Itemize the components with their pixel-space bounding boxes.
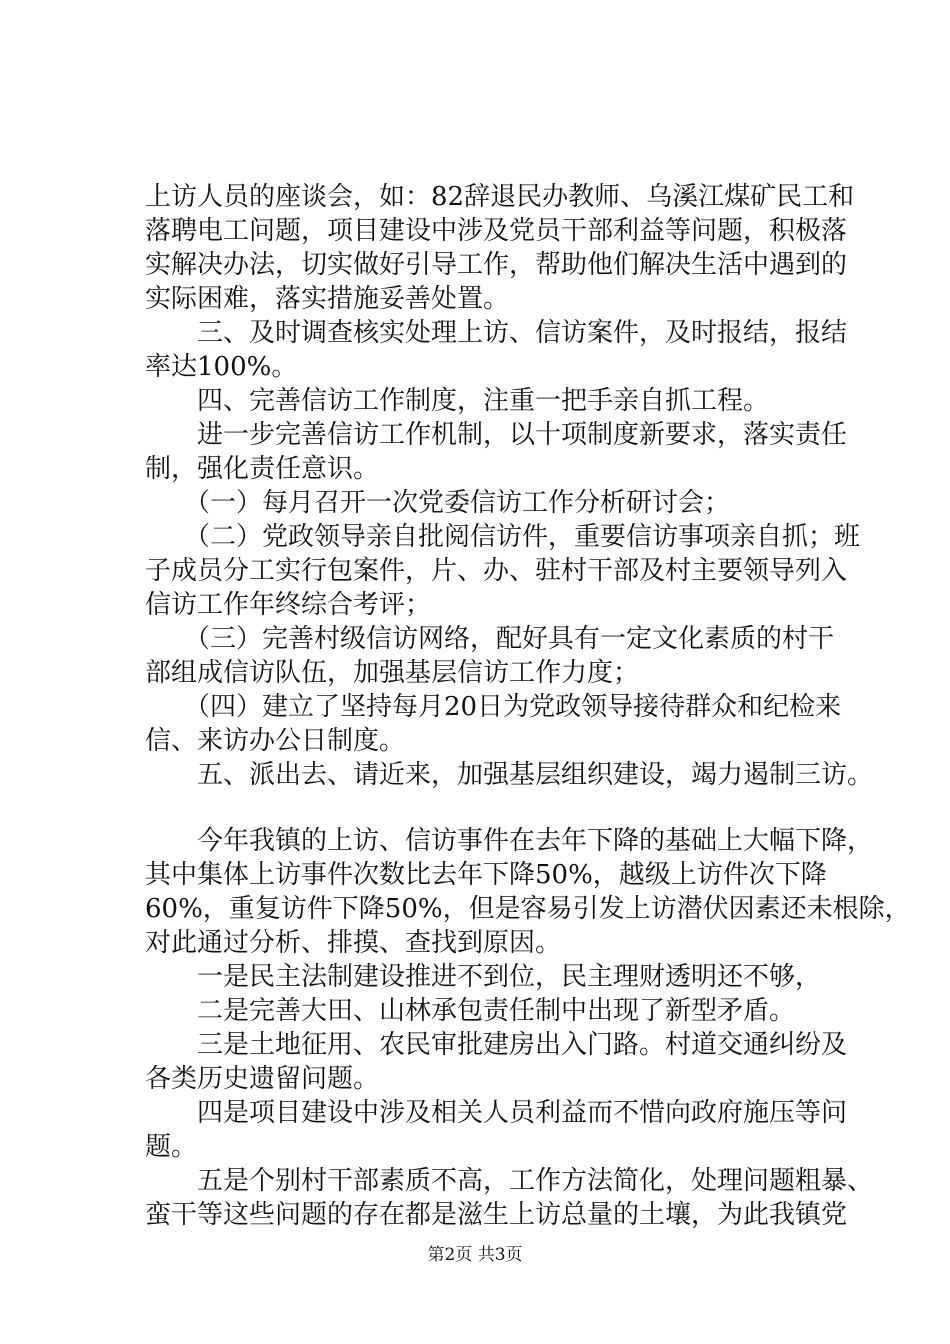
text-line: 对此通过分析、排摸、查找到原因。 [145, 928, 562, 958]
text-line: 信访工作年终综合考评； [145, 590, 432, 620]
text-line: 四是项目建设中涉及相关人员利益而不惜向政府施压等问 [145, 1098, 848, 1128]
text-line: 五、派出去、请近来，加强基层组织建设，竭力遏制三访。 [145, 760, 874, 790]
text-line: 实际困难，落实措施妥善处置。 [145, 284, 510, 314]
text-line: 二是完善大田、山林承包责任制中出现了新型矛盾。 [145, 996, 796, 1026]
text-line: 各类历史遗留问题。 [145, 1064, 380, 1094]
text-line: 部组成信访队伍，加强基层信访工作力度； [145, 658, 640, 688]
text-line: 落聘电工问题，项目建设中涉及党员干部利益等问题，积极落 [145, 216, 848, 246]
text-line: 蛮干等这些问题的存在都是滋生上访总量的土壤，为此我镇党 [145, 1200, 848, 1230]
text-line: 实解决办法，切实做好引导工作，帮助他们解决生活中遇到的 [145, 250, 848, 280]
page-number-footer: 第2页 共3页 [427, 1245, 523, 1265]
text-line: 四、完善信访工作制度，注重一把手亲自抓工程。 [145, 386, 770, 416]
text-line: （二）党政领导亲自批阅信访件，重要信访事项亲自抓；班 [145, 522, 861, 552]
text-line: 其中集体上访事件次数比去年下降50%，越级上访件次下降 [145, 860, 827, 890]
text-line: 率达100%。 [145, 352, 298, 382]
text-line: （一）每月召开一次党委信访工作分析研讨会； [145, 488, 731, 518]
text-line: 上访人员的座谈会，如：82辞退民办教师、乌溪江煤矿民工和 [145, 182, 855, 212]
text-line: 60%，重复访件下降50%，但是容易引发上访潜伏因素还未根除， [145, 894, 911, 924]
text-line: 三、及时调查核实处理上访、信访案件，及时报结，报结 [145, 318, 848, 348]
text-line: （四）建立了坚持每月20日为党政领导接待群众和纪检来 [145, 692, 842, 722]
text-line: 信、来访办公日制度。 [145, 726, 406, 756]
text-line: 子成员分工实行包案件，片、办、驻村干部及村主要领导列入 [145, 556, 848, 586]
text-line: 题。 [145, 1132, 198, 1162]
text-line: 三是土地征用、农民审批建房出入门路。村道交通纠纷及 [145, 1030, 848, 1060]
text-line: 一是民主法制建设推进不到位，民主理财透明还不够， [145, 962, 822, 992]
text-line: 制，强化责任意识。 [145, 454, 380, 484]
text-line: 进一步完善信访工作机制，以十项制度新要求，落实责任 [145, 420, 848, 450]
text-line: （三）完善村级信访网络，配好具有一定文化素质的村干 [145, 624, 835, 654]
text-line: 五是个别村干部素质不高，工作方法简化，处理问题粗暴、 [145, 1166, 874, 1196]
text-line: 今年我镇的上访、信访事件在去年下降的基础上大幅下降， [145, 826, 874, 856]
